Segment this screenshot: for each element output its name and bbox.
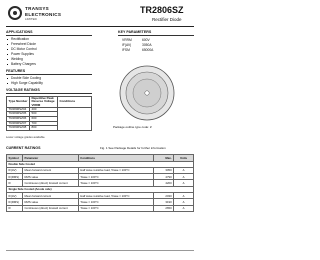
table-header-row [7, 97, 92, 108]
key-param-row [122, 48, 162, 52]
conditions-cell: Tcase = 100°C [78, 205, 154, 211]
parameter-cell: RMS value [22, 174, 78, 180]
current-ratings-heading: CURRENT RATINGS [6, 146, 41, 150]
features-heading: FEATURES [6, 69, 26, 73]
list-item: Rectification [6, 37, 37, 42]
key-param-symbol: VRRM [122, 38, 132, 42]
max-cell: 4200 [154, 180, 174, 186]
parameter-cell: Mean forward current [22, 167, 78, 173]
type-number-cell: TR2806SZ06 [7, 117, 30, 122]
brand-logo-icon [8, 6, 22, 20]
key-parameters-heading: KEY PARAMETERS [118, 30, 152, 34]
key-param-value: 65000A [142, 48, 154, 52]
list-item: Power Supplies [6, 52, 37, 57]
conditions-cell: Tcase = 100°C [78, 199, 154, 205]
max-cell: 4790 [154, 174, 174, 180]
symbol-cell: IF [7, 205, 23, 211]
list-item: Battery Chargers [6, 62, 37, 67]
column-header: Parameter [22, 155, 78, 162]
group-label: Double Side Cooled [7, 161, 194, 167]
group-label: Single Side Cooled (Anode side) [7, 186, 194, 192]
symbol-cell: IF(AV) [7, 167, 23, 173]
column-header: Units [174, 155, 194, 162]
package-caption: Package outline type code: Z [113, 125, 152, 129]
symbol-cell: IF(AV) [7, 192, 23, 198]
brand-name-line1: TRANSYS [25, 6, 50, 11]
conditions-cell: Tcase = 100°C [78, 180, 154, 186]
conditions-cell: Half wave resistive load, Tcase = 100°C [78, 167, 154, 173]
type-number-cell: TR2806SZ05 [7, 112, 30, 117]
applications-heading: APPLICATIONS [6, 30, 33, 34]
parameter-cell: Continuous (direct) forward current [22, 205, 78, 211]
voltage-cell: 800 [29, 126, 57, 131]
unit-cell: A [174, 174, 194, 180]
features-list [6, 76, 43, 86]
table-row [7, 205, 194, 211]
voltage-cell: 600 [29, 117, 57, 122]
footer-divider [6, 250, 194, 251]
parameter-cell: Mean forward current [22, 192, 78, 198]
type-number-cell: TR2806SZ08 [7, 126, 30, 131]
conditions-cell: Half wave resistive load, Tcase = 100°C [78, 192, 154, 198]
max-cell: 3050 [154, 167, 174, 173]
list-item: Welding [6, 57, 37, 62]
key-param-value: 600V [142, 38, 150, 42]
voltage-cell: 400 [29, 107, 57, 112]
symbol-cell: IF [7, 180, 23, 186]
conditions-cell: Tcase = 100°C [78, 174, 154, 180]
voltage-cell: 700 [29, 121, 57, 126]
type-number-cell: TR2806SZ07 [7, 121, 30, 126]
part-number: TR2806SZ [140, 5, 184, 15]
max-cell: 2650 [154, 205, 174, 211]
key-param-symbol: IF(AV) [122, 43, 132, 47]
parameter-cell: Continuous (direct) forward current [22, 180, 78, 186]
symbol-cell: IF(RMS) [7, 174, 23, 180]
unit-cell: A [174, 205, 194, 211]
key-param-row [122, 38, 162, 42]
list-item: High Surge Capability [6, 81, 43, 86]
figure-caption: Fig. 1 See Package Details for further information [100, 146, 166, 150]
symbol-cell: IF(RMS) [7, 199, 23, 205]
column-header: Conditions [57, 97, 91, 108]
parameter-cell: RMS value [22, 199, 78, 205]
unit-cell: A [174, 192, 194, 198]
column-header: Symbol [7, 155, 23, 162]
brand-name-line2: ELECTRONICS [25, 11, 62, 17]
page-subtitle: Rectifier Diode [152, 17, 182, 22]
column-header: Repetitive Peak Reverse Voltage VRRM [29, 97, 57, 108]
max-cell: 2030 [154, 192, 174, 198]
max-cell: 3190 [154, 199, 174, 205]
voltage-ratings-underline [6, 93, 92, 94]
features-underline [6, 74, 92, 75]
column-header: Conditions [78, 155, 154, 162]
voltage-note: Lower voltage grades available. [6, 135, 46, 139]
header-divider [6, 26, 194, 27]
list-item: Double Side Cooling [6, 76, 43, 81]
applications-list [6, 37, 37, 67]
key-parameters-underline [118, 35, 194, 36]
current-ratings-table [6, 154, 194, 212]
package-drawing [118, 64, 176, 122]
voltage-ratings-table [6, 96, 92, 131]
key-param-row [122, 43, 162, 47]
column-header: Type Number [7, 97, 30, 108]
list-item: DC Motor Control [6, 47, 37, 52]
type-number-cell: TR2806SZ04 [7, 107, 30, 112]
unit-cell: A [174, 199, 194, 205]
brand-name-line3: LIMITED [25, 17, 37, 21]
column-header: Max. [154, 155, 174, 162]
voltage-cell: 500 [29, 112, 57, 117]
key-param-symbol: IFSM [122, 48, 130, 52]
unit-cell: A [174, 167, 194, 173]
unit-cell: A [174, 180, 194, 186]
list-item: Freewheel Diode [6, 42, 37, 47]
applications-underline [6, 35, 92, 36]
key-param-value: 3050A [142, 43, 152, 47]
conditions-cell [57, 107, 91, 130]
voltage-ratings-heading: VOLTAGE RATINGS [6, 88, 40, 92]
